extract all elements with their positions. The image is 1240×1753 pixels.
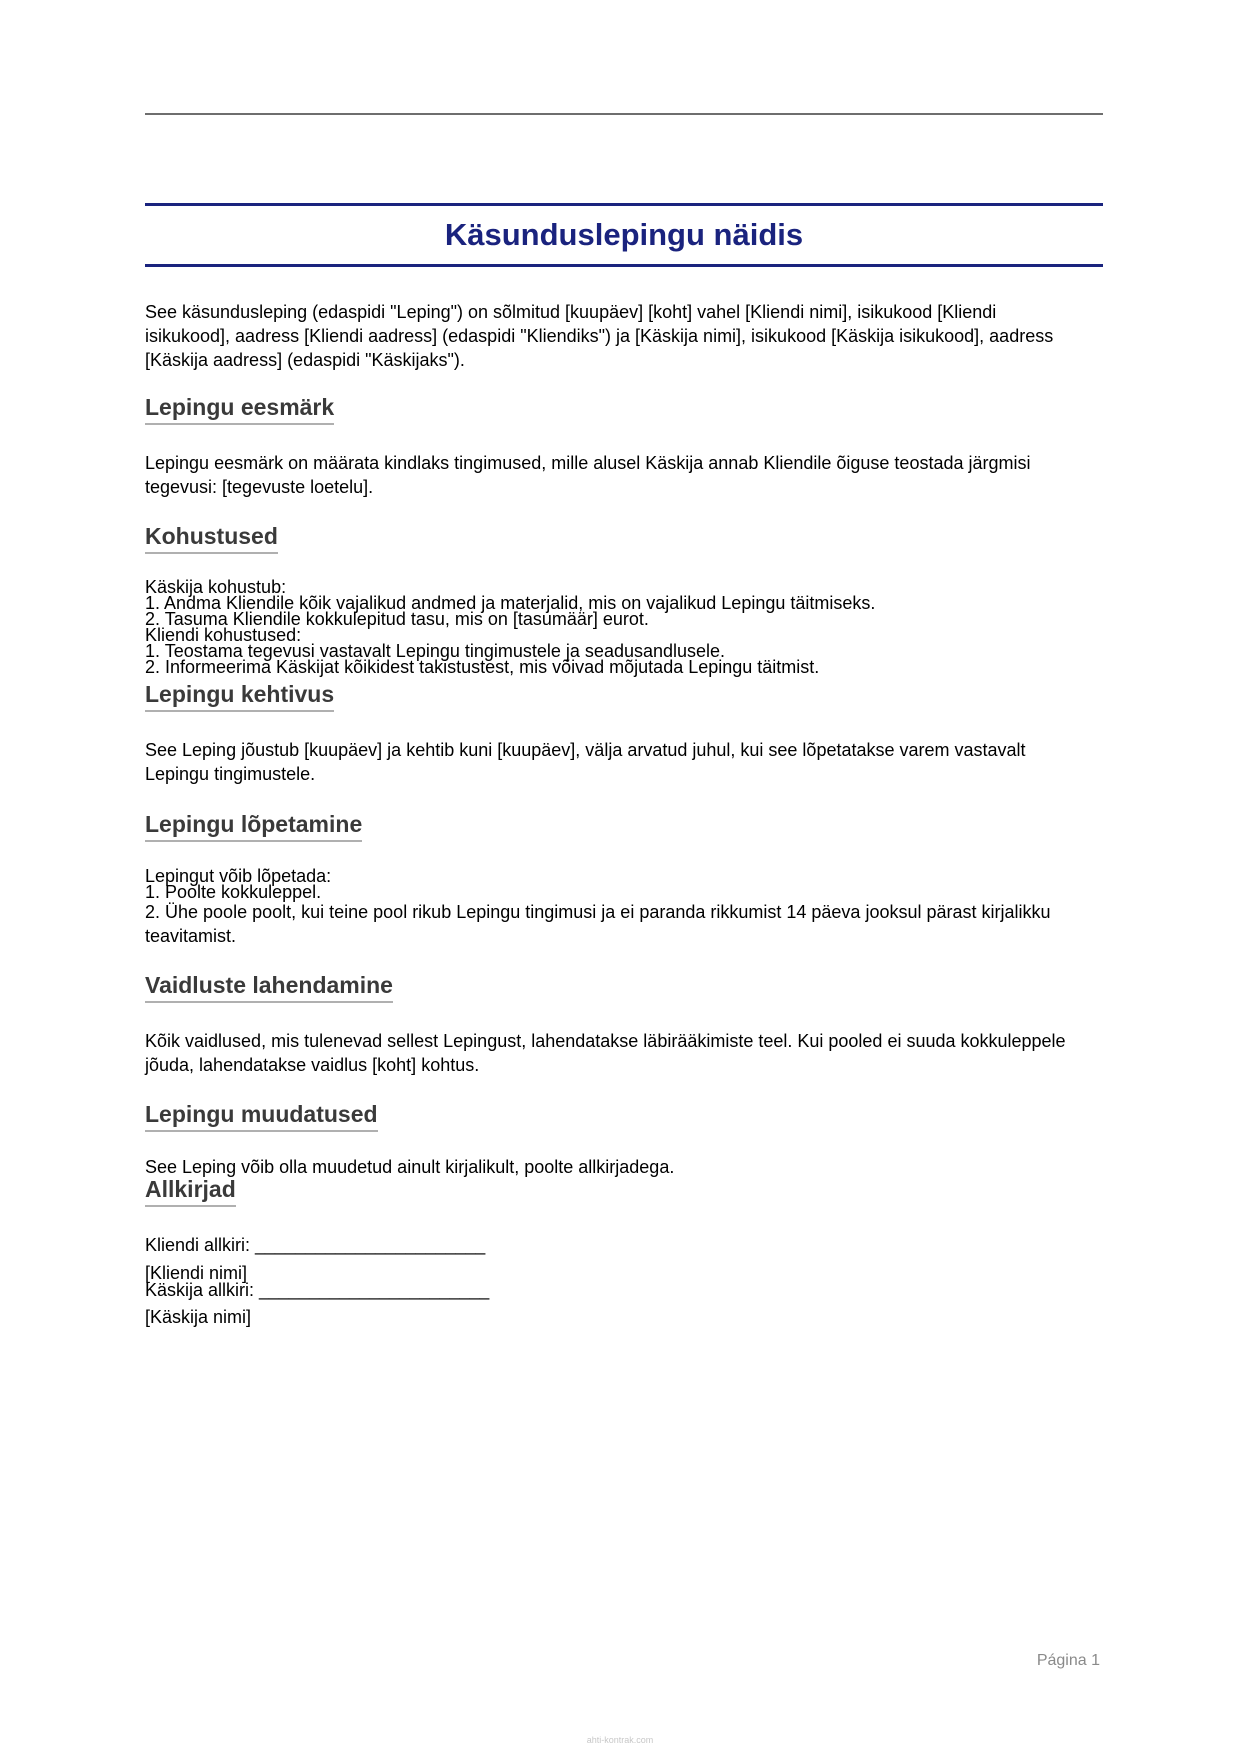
lopetamine-line-3: 2. Ühe poole poolt, kui teine pool rikub Lepingu tingimusi ja ei paranda rikkumist 14 päeva jooksul pärast kirjalikku teavitamist. [145, 902, 1051, 946]
client-name: [Kliendi nimi] [145, 1263, 248, 1283]
contractor-name: [Käskija nimi] [145, 1307, 252, 1327]
intro-paragraph: See käsundusleping (edaspidi "Leping") on sõlmitud [kuupäev] [koht] vahel [Kliendi nimi], isikukood [Kliendi isikukood], aadress [Kliendi aadress] (edaspidi "Kliendiks") ja [Käskija nimi], isikukood [Käskija isikukood], aadress [Käskija aadress] (edaspidi "Käskijaks"). [145, 302, 1054, 370]
paragraph-lepingu-kehtivus: See Leping jõustub [kuupäev] ja kehtib kuni [kuupäev], välja arvatud juhul, kui see lõpetatakse varem vastavalt Lepingu tingimustele. [145, 740, 1026, 784]
kohustused-line: 2. Informeerima Käskijat kõikidest takistustest, mis võivad mõjutada Lepingu täitmist. [145, 657, 820, 677]
footer-watermark: ahti-kontrak.com [586, 1735, 654, 1745]
heading-lepingu-eesmark: Lepingu eesmärk [145, 393, 334, 425]
kohustused-line: Kliendi kohustused: [145, 625, 302, 645]
document-title: Käsunduslepingu näidis [444, 217, 804, 252]
contractor-signature-line: Käskija allkiri: _______________________ [145, 1280, 490, 1300]
paragraph-lepingu-eesmark: Lepingu eesmärk on määrata kindlaks tingimused, mille alusel Käskija annab Kliendile õiguse teostada järgmisi tegevusi: [tegevuste loetelu]. [145, 453, 1031, 497]
kohustused-line: 2. Tasuma Kliendile kokkulepitud tasu, mis on [tasumäär] eurot. [145, 609, 649, 629]
paragraph-lepingu-muudatused: See Leping võib olla muudetud ainult kirjalikult, poolte allkirjadega. [145, 1157, 675, 1177]
client-signature-line: Kliendi allkiri: _______________________ [145, 1235, 486, 1255]
kohustused-line: 1. Teostama tegevusi vastavalt Lepingu tingimustele ja seadusandlusele. [145, 641, 726, 661]
lopetamine-line-2: 1. Poolte kokkuleppel. [145, 882, 322, 902]
kohustused-line: 1. Andma Kliendile kõik vajalikud andmed ja materjalid, mis on vajalikud Lepingu täitmiseks. [145, 593, 876, 613]
heading-vaidluste-lahendamine: Vaidluste lahendamine [145, 971, 393, 1003]
heading-lepingu-muudatused: Lepingu muudatused [145, 1100, 378, 1132]
header-rule [145, 113, 1103, 115]
page-number: Página 1 [1036, 1652, 1100, 1669]
title-box [145, 203, 1103, 267]
heading-lepingu-lopetamine: Lepingu lõpetamine [145, 810, 362, 842]
heading-kohustused: Kohustused [145, 522, 278, 554]
heading-allkirjad: Allkirjad [145, 1175, 236, 1207]
kohustused-line: Käskija kohustub: [145, 577, 287, 597]
lopetamine-line-1: Lepingut võib lõpetada: [145, 866, 332, 886]
paragraph-vaidluste-lahendamine: Kõik vaidlused, mis tulenevad sellest Lepingust, lahendatakse läbirääkimiste teel. Kui pooled ei suuda kokkuleppele jõuda, lahendatakse vaidlus [koht] kohtus. [145, 1031, 1066, 1075]
kohustused-list [145, 579, 1085, 675]
heading-lepingu-kehtivus: Lepingu kehtivus [145, 680, 334, 712]
